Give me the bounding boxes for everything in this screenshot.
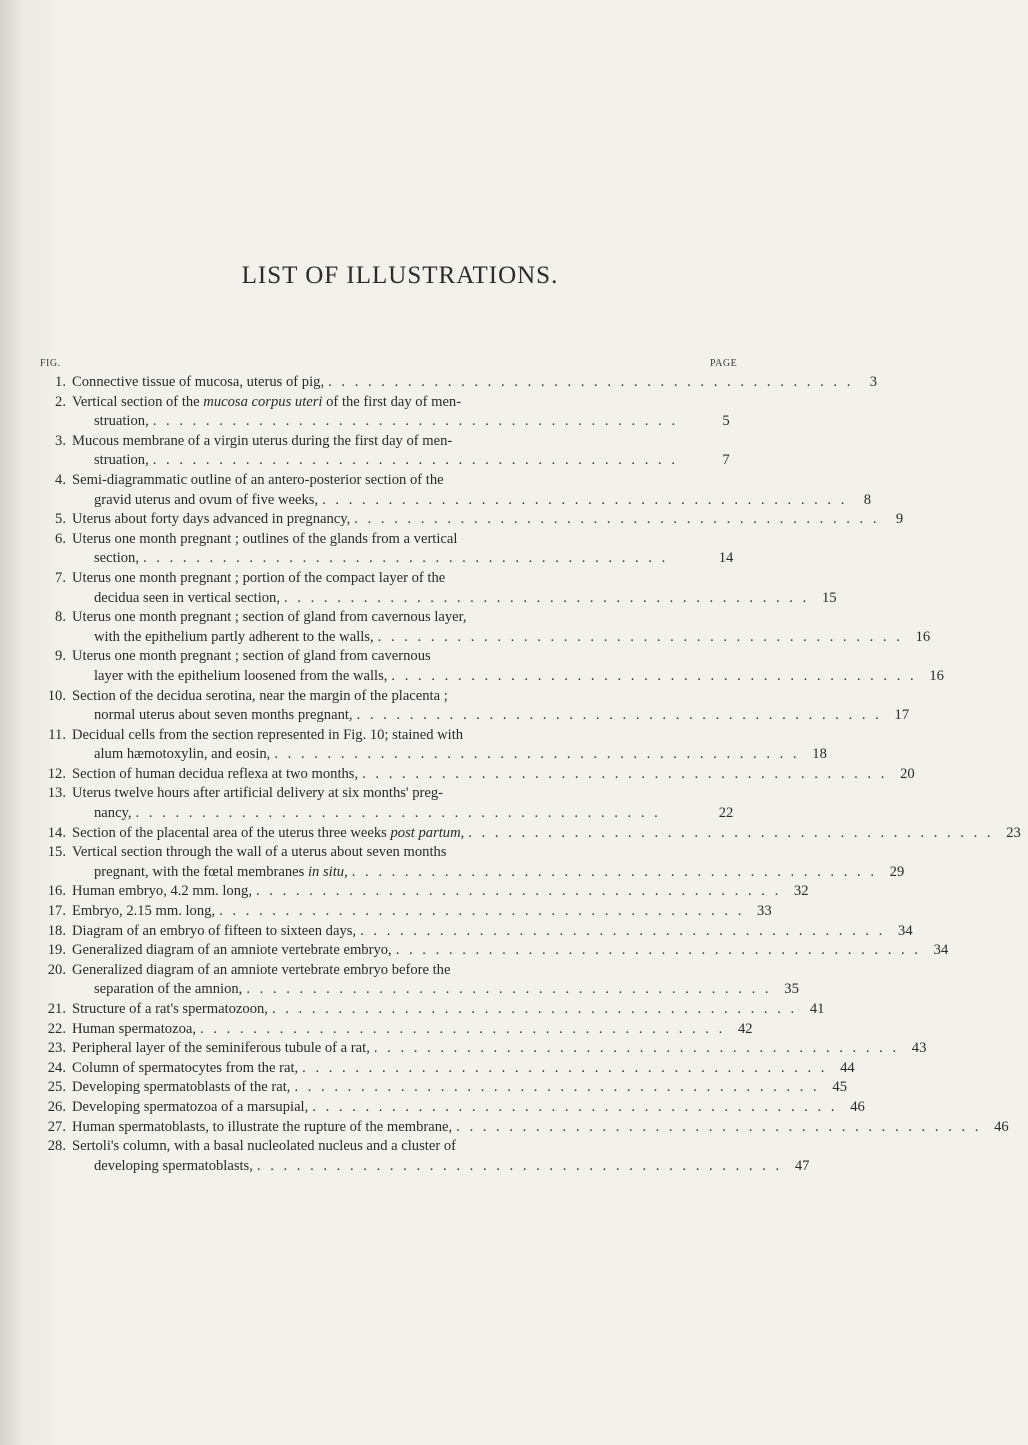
figure-caption: Uterus one month pregnant ; section of gland from cavernous layer, [72,609,467,626]
page-number: 9 [895,511,904,528]
list-item [40,393,740,432]
dot-leader: . . . . . . . . . . . . . . . . . . . . . . . . . . . . . . . . . . . . . . . . [395,942,921,959]
figure-number: 3. [55,432,66,449]
figure-caption: Peripheral layer of the seminiferous tubule of a rat, [72,1040,370,1057]
page-number: 22 [718,805,734,822]
figure-number: 26. [47,1098,66,1115]
list-item [40,941,949,961]
list-item [40,882,809,902]
figure-caption: Mucous membrane of a virgin uterus during the first day of men- [72,432,453,449]
list-item [40,373,877,393]
figure-caption: Vertical section through the wall of a uterus about seven months [72,844,447,861]
page-number: 45 [832,1079,847,1096]
figure-caption: Connective tissue of mucosa, uterus of pig, [72,374,325,390]
figure-caption: Sertoli's column, with a basal nucleolated nucleus and a cluster of [72,1138,456,1155]
figure-caption: section, [94,550,139,567]
page-number: 44 [840,1059,855,1076]
figure-caption: layer with the epithelium loosened from the walls, [94,667,388,684]
page-number: 7 [722,452,730,469]
figure-caption: separation of the amnion, [94,981,243,998]
list-item [40,608,931,647]
page-number: 32 [793,883,809,900]
illustration-list [40,373,1021,1176]
figure-caption: Uterus twelve hours after artificial delivery at six months' preg- [72,785,444,802]
figure-caption: Vertical section of the mucosa corpus uteri of the first day of men- [72,393,462,410]
list-item [40,1098,865,1118]
figure-number: 14. [47,824,66,841]
list-item [40,784,740,823]
page-number: 34 [933,942,949,959]
dot-leader: . . . . . . . . . . . . . . . . . . . . . . . . . . . . . . . . . . . . . . . . [284,589,810,606]
list-item [40,687,910,726]
figure-number: 1. [55,374,66,390]
figure-caption: Human spermatozoa, [72,1020,197,1037]
page-number: 29 [889,863,905,880]
page-number: 42 [737,1020,753,1037]
page-number: 3 [869,374,877,390]
page-number: 20 [900,765,915,782]
figure-caption: Developing spermatoblasts of the rat, [72,1079,291,1096]
figure-caption: struation, [94,452,149,469]
list-item [40,1078,847,1098]
figure-number: 21. [47,1001,66,1017]
figure-number: 16. [47,883,66,900]
figure-caption: Section of the placental area of the uterus three weeks post partum, [72,824,465,841]
page-title: LIST OF ILLUSTRATIONS. [241,262,559,289]
dot-leader: . . . . . . . . . . . . . . . . . . . . . . . . . . . . . . . . . . . . . . . . [468,824,994,841]
dot-leader: . . . . . . . . . . . . . . . . . . . . . . . . . . . . . . . . . . . . . . . . [312,1098,838,1115]
dot-leader: . . . . . . . . . . . . . . . . . . . . . . . . . . . . . . . . . . . . . . . . [328,374,854,390]
figure-number: 18. [47,922,66,939]
page-number: 46 [994,1118,1009,1135]
figure-caption: Uterus about forty days advanced in pregnancy, [72,511,351,528]
figure-number: 2. [55,393,66,410]
page-column-label: PAGE [710,358,738,369]
page-number: 23 [1006,824,1021,841]
figure-number: 15. [47,844,66,861]
page-number: 5 [722,413,730,430]
figure-caption: normal uterus about seven months pregnant, [94,707,353,724]
list-item [40,1000,825,1020]
figure-caption: Section of human decidua reflexa at two months, [72,765,359,782]
figure-caption: gravid uterus and ovum of five weeks, [94,491,319,508]
figure-caption: alum hæmotoxylin, and eosin, [94,746,271,763]
figure-number: 8. [55,609,66,626]
dot-leader: . . . . . . . . . . . . . . . . . . . . . . . . . . . . . . . . . . . . . . . . [322,491,848,508]
figure-caption: Column of spermatocytes from the rat, [72,1059,299,1076]
figure-number: 5. [55,511,66,528]
figure-caption: nancy, [94,805,132,822]
figure-caption: Uterus one month pregnant ; section of gland from cavernous [72,648,431,665]
dot-leader: . . . . . . . . . . . . . . . . . . . . . . . . . . . . . . . . . . . . . . . . [246,981,772,998]
list-item [40,843,905,882]
list-item [40,765,915,785]
figure-caption: developing spermatoblasts, [94,1157,253,1174]
figure-caption: Developing spermatozoa of a marsupial, [72,1098,309,1115]
list-item [40,432,740,471]
list-item [40,1118,1009,1138]
figure-caption: Decidual cells from the section represented in Fig. 10; stained with [72,726,464,743]
figure-number: 24. [47,1059,66,1076]
figure-number: 28. [47,1138,66,1155]
figure-caption: Human spermatoblasts, to illustrate the rupture of the membrane, [72,1118,453,1135]
dot-leader: . . . . . . . . . . . . . . . . . . . . . . . . . . . . . . . . . . . . . . . . [373,1040,900,1057]
dot-leader: . . . . . . . . . . . . . . . . . . . . . . . . . . . . . . . . . . . . . . . . [274,746,800,763]
figure-number: 17. [47,903,66,920]
figure-caption: Generalized diagram of an amniote vertebrate embryo, [72,942,392,959]
figure-number: 27. [47,1118,66,1135]
list-item [40,726,827,765]
figure-number: 25. [47,1079,66,1096]
dot-leader: . . . . . . . . . . . . . . . . . . . . . . . . . . . . . . . . . . . . . . . . [391,667,917,684]
list-item [40,1039,927,1059]
figure-caption: Generalized diagram of an amniote vertebrate embryo before the [72,961,451,978]
dot-leader: . . . . . . . . . . . . . . . . . . . . . . . . . . . . . . . . . . . . . . . . [219,903,745,920]
figure-number: 19. [47,942,66,959]
dot-leader: . . . . . . . . . . . . . . . . . . . . . . . . . . . . . . . . . . . . . . . . [351,863,877,880]
dot-leader: . . . . . . . . . . . . . . . . . . . . . . . . . . . . . . . . . . . . . . . . [362,765,888,782]
list-item [40,471,871,510]
dot-leader: . . . . . . . . . . . . . . . . . . . . . . . . . . . . . . . . . . . . . . . . [356,707,882,724]
dot-leader: . . . . . . . . . . . . . . . . . . . . . . . . . . . . . . . . . . . . . . . . [255,883,782,900]
page-number: 46 [850,1098,865,1115]
figure-number: 20. [47,961,66,978]
list-item [40,902,772,922]
page-number: 41 [809,1001,825,1017]
page-number: 8 [863,491,871,508]
dot-leader: . . . . . . . . . . . . . . . . . . . . . . . . . . . . . . . . . . . . . . . . [354,511,880,528]
figure-caption: Structure of a rat's spermatozoon, [72,1001,268,1017]
dot-leader: . . . . . . . . . . . . . . . . . . . . . . . . . . . . . . . . . . . . . . . . [302,1059,828,1076]
figure-caption: Uterus one month pregnant ; portion of the compact layer of the [72,569,446,586]
list-item [40,1059,855,1079]
figure-number: 9. [55,648,66,665]
page-number: 17 [894,707,910,724]
page-number: 18 [812,746,827,763]
list-item [40,530,740,569]
page-number: 16 [915,628,931,645]
figure-caption: Human embryo, 4.2 mm. long, [72,883,252,900]
figure-caption: Semi-diagrammatic outline of an antero-posterior section of the [72,471,444,488]
figure-number: 4. [55,471,66,488]
figure-number: 23. [47,1040,66,1057]
list-item [40,961,799,1000]
dot-leader: . . . . . . . . . . . . . . . . . . . . . . . . . . . . . . . . . . . . . . . . [143,550,669,567]
page-number: 16 [929,667,944,684]
fig-column-label: FIG. [40,358,61,369]
figure-number: 7. [55,569,66,586]
dot-leader: . . . . . . . . . . . . . . . . . . . . . . . . . . . . . . . . . . . . . . . . [360,922,886,939]
figure-caption: struation, [94,413,149,430]
list-item [40,510,904,530]
list-item [40,569,837,608]
dot-leader: . . . . . . . . . . . . . . . . . . . . . . . . . . . . . . . . . . . . . . . . [294,1079,820,1096]
list-item [40,647,944,686]
figure-number: 12. [47,765,66,782]
dot-leader: . . . . . . . . . . . . . . . . . . . . . . . . . . . . . . . . . . . . . . . . [256,1157,783,1174]
dot-leader: . . . . . . . . . . . . . . . . . . . . . . . . . . . . . . . . . . . . . . . . [152,413,678,430]
figure-caption: Uterus one month pregnant ; outlines of the glands from a vertical [72,530,458,547]
figure-caption: with the epithelium partly adherent to the walls, [94,628,374,645]
list-item [40,1020,753,1040]
page-number: 47 [794,1157,810,1174]
figure-caption: Embryo, 2.15 mm. long, [72,903,216,920]
figure-number: 10. [47,687,66,704]
dot-leader: . . . . . . . . . . . . . . . . . . . . . . . . . . . . . . . . . . . . . . . . [377,628,903,645]
list-item [40,824,1021,844]
page-number: 34 [898,922,913,939]
dot-leader: . . . . . . . . . . . . . . . . . . . . . . . . . . . . . . . . . . . . . . . . [135,805,661,822]
figure-number: 11. [48,726,66,743]
figure-caption: Diagram of an embryo of fifteen to sixteen days, [72,922,357,939]
page-number: 33 [757,903,772,920]
figure-number: 13. [47,785,66,802]
list-item [40,922,913,942]
page-number: 43 [911,1040,927,1057]
page-number: 15 [821,589,837,606]
figure-caption: Section of the decidua serotina, near the margin of the placenta ; [72,687,448,704]
list-item [40,1137,810,1176]
dot-leader: . . . . . . . . . . . . . . . . . . . . . . . . . . . . . . . . . . . . . . . . [456,1118,982,1135]
figure-number: 22. [47,1020,66,1037]
page-number: 14 [718,550,734,567]
figure-caption: pregnant, with the fœtal membranes in situ, [94,863,348,880]
page-number: 35 [784,981,799,998]
figure-caption: decidua seen in vertical section, [94,589,280,606]
dot-leader: . . . . . . . . . . . . . . . . . . . . . . . . . . . . . . . . . . . . . . . . [271,1001,798,1017]
dot-leader: . . . . . . . . . . . . . . . . . . . . . . . . . . . . . . . . . . . . . . . . [152,452,678,469]
dot-leader: . . . . . . . . . . . . . . . . . . . . . . . . . . . . . . . . . . . . . . . . [200,1020,726,1037]
figure-number: 6. [55,530,66,547]
